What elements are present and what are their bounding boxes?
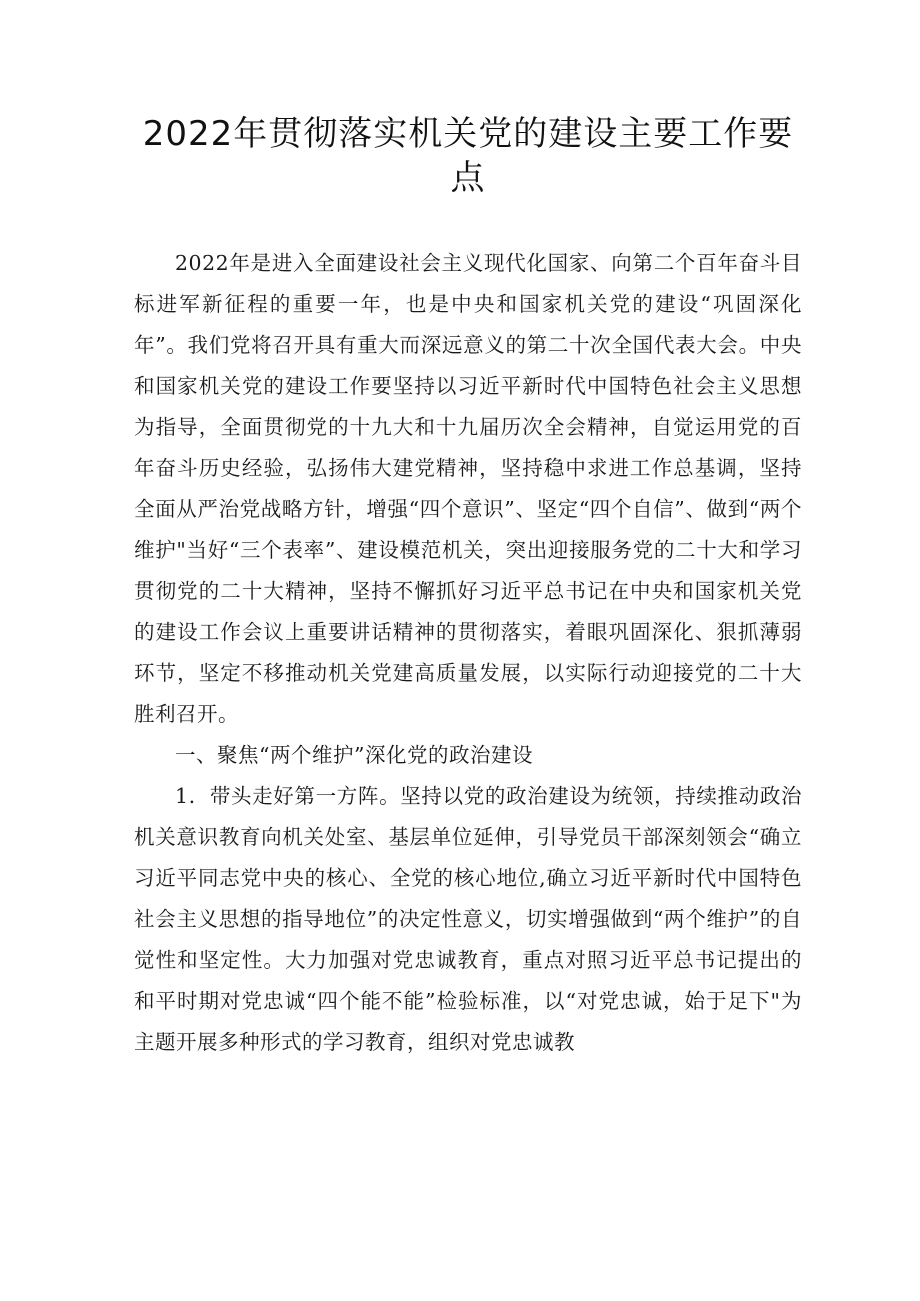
document-body xyxy=(134,243,802,1063)
document-title: 2022年贯彻落实机关党的建设主要工作要点 xyxy=(142,114,794,198)
paragraph-intro: 2022年是进入全面建设社会主义现代化国家、向第二个百年奋斗目标进军新征程的重要一年，也是中央和国家机关党的建设“巩固深化年”。我们党将召开具有重大而深远意义的第二十次全国代表大会。中央和国家机关党的建设工作要坚持以习近平新时代中国特色社会主义思想为指导，全面贯彻党的十九大和十九届历次全会精神，自觉运用党的百年奋斗历史经验，弘扬伟大建党精神，坚持稳中求进工作总基调，坚持全面从严治党战略方针，增强“四个意识”、坚定“四个自信”、做到“两个维护"当好“三个表率”、建设模范机关，突出迎接服务党的二十大和学习贯彻党的二十大精神，坚持不懈抓好习近平总书记在中央和国家机关党的建设工作会议上重要讲话精神的贯彻落实，着眼巩固深化、狠抓薄弱环节，坚定不移推动机关党建高质量发展，以实际行动迎接党的二十大胜利召开。 xyxy=(134,251,802,726)
section-heading-1: 一、聚焦“两个维护”深化党的政治建设 xyxy=(175,743,533,767)
paragraph-item-1: 1．带头走好第一方阵。坚持以党的政治建设为统领，持续推动政治机关意识教育向机关处室、基层单位延伸，引导党员干部深刻领会“确立习近平同志党中央的核心、全党的核心地位,确立习近平新时代中国特色社会主义思想的指导地位”的决定性意义，切实增强做到“两个维护”的自觉性和坚定性。大力加强对党忠诚教育，重点对照习近平总书记提出的和平时期对党忠诚“四个能不能”检验标准，以“对党忠诚，始于足下"为主题开展多种形式的学习教育，组织对党忠诚教 xyxy=(134,784,802,1054)
